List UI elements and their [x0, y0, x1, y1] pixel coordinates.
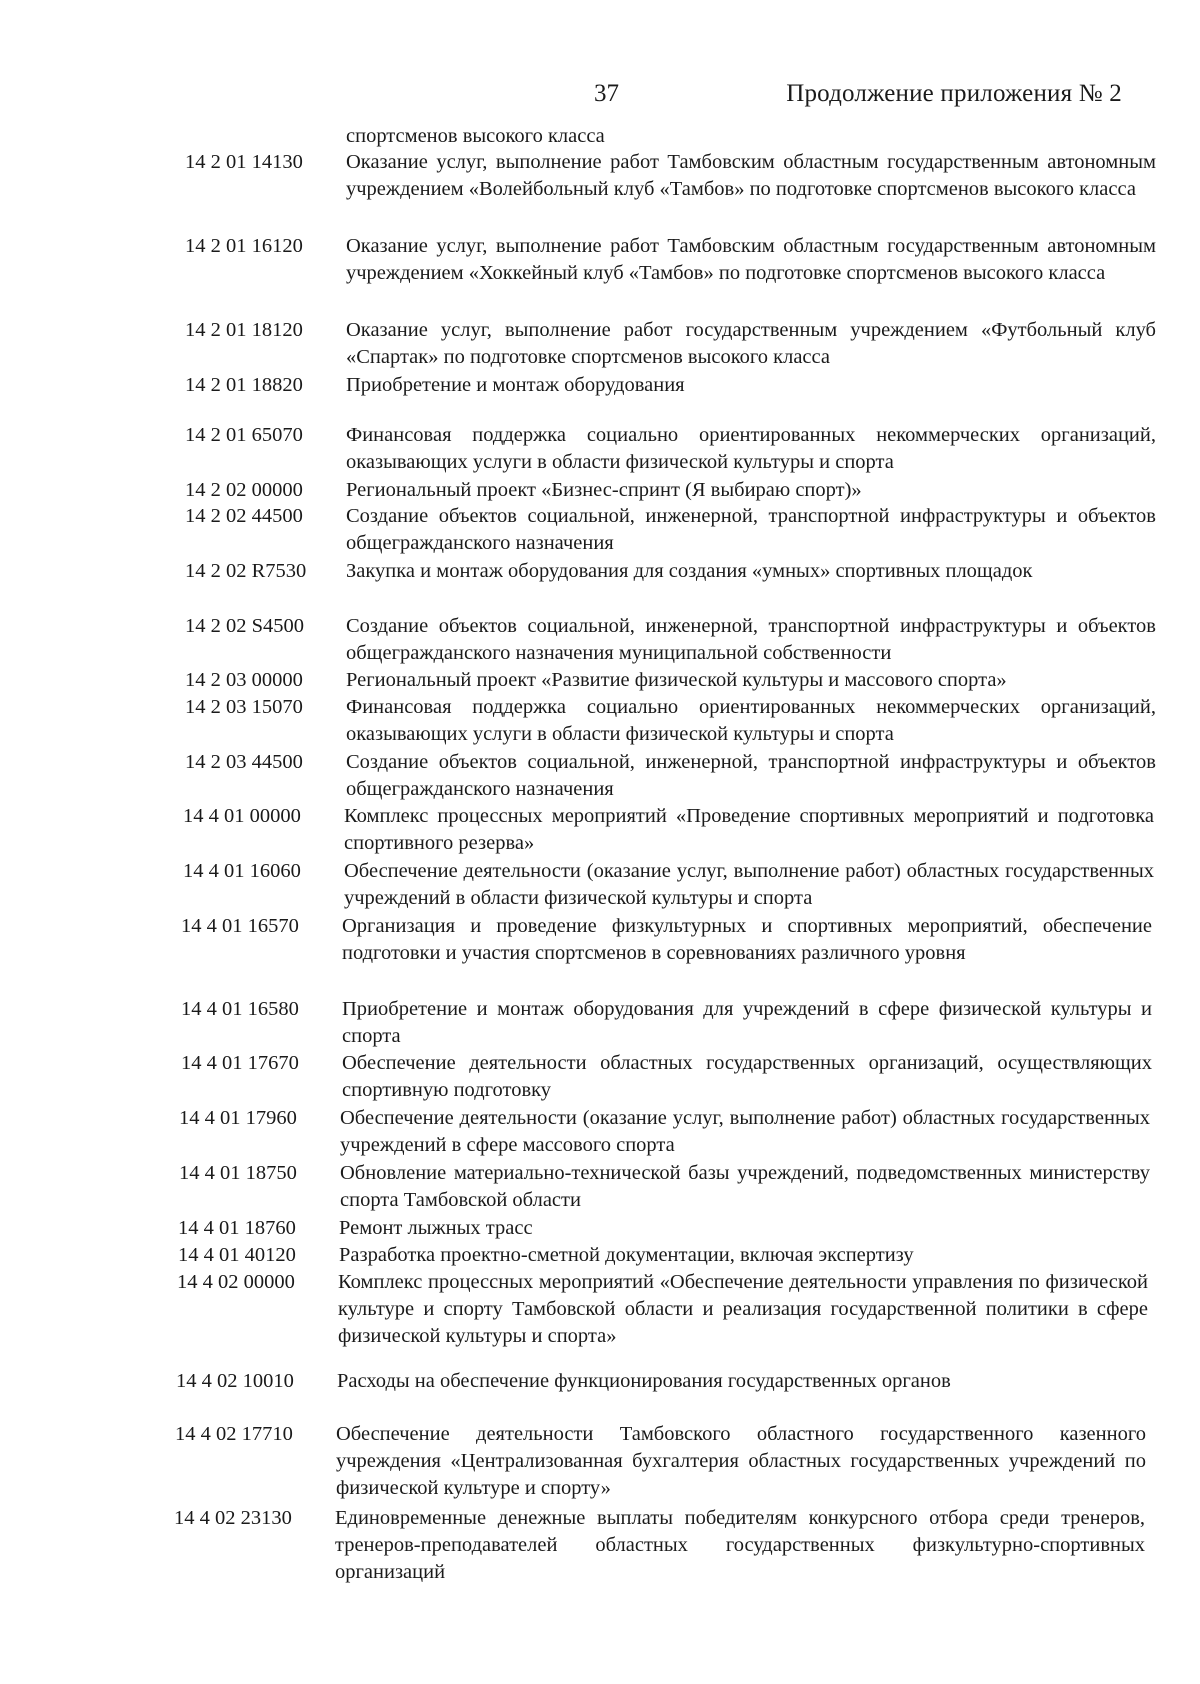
- entry-text: Единовременные денежные выплаты победителям конкурсного отбора среди тренеров, тренеров-преподавателей областных государственных физкультурно-спортивных организаций: [335, 1507, 1145, 1583]
- entry-text: Финансовая поддержка социально ориентированных некоммерческих организаций, оказывающих услуги в области физической культуры и спорта: [346, 424, 1156, 473]
- entry-code: 14 4 01 18750: [179, 1162, 297, 1184]
- entry-code: 14 2 03 00000: [185, 669, 303, 691]
- list-item: [176, 1368, 1147, 1395]
- entry-code: 14 4 02 10010: [176, 1370, 294, 1392]
- entry-text: Создание объектов социальной, инженерной, транспортной инфраструктуры и объектов общегражданского назначения муниципальной собственности: [346, 615, 1156, 664]
- entry-code: 14 4 01 17670: [181, 1052, 299, 1074]
- entry-code: 14 2 03 44500: [185, 751, 303, 773]
- entry-text: Организация и проведение физкультурных и спортивных мероприятий, обеспечение подготовки и участия спортсменов в соревнованиях различного уровня: [342, 915, 1152, 964]
- list-item: [181, 996, 1152, 1050]
- entry-code: 14 2 02 R7530: [185, 560, 307, 582]
- entry-code: 14 2 02 S4500: [185, 615, 305, 637]
- list-item: [185, 667, 1156, 694]
- list-item: [175, 1421, 1146, 1502]
- list-item: [185, 149, 1156, 203]
- entry-text: Оказание услуг, выполнение работ Тамбовским областным государственным автономным учреждением «Хоккейный клуб «Тамбов» по подготовке спортсменов высокого класса: [346, 235, 1156, 284]
- entry-text: Обеспечение деятельности (оказание услуг, выполнение работ) областных государственных учреждений в сфере массового спорта: [340, 1107, 1150, 1156]
- continuation-heading: Продолжение приложения № 2: [786, 80, 1122, 107]
- entry-text: Создание объектов социальной, инженерной, транспортной инфраструктуры и объектов общегражданского назначения: [346, 751, 1156, 800]
- entry-text: Региональный проект «Бизнес-спринт (Я выбираю спорт)»: [346, 479, 862, 501]
- entry-text: Обеспечение деятельности Тамбовского областного государственного казенного учреждения «Централизованная бухгалтерия областных государственных учреждений по физической культуре и спорту»: [336, 1423, 1146, 1499]
- entry-code: 14 2 01 14130: [185, 151, 303, 173]
- list-item: [183, 803, 1154, 857]
- entry-code: 14 4 01 17960: [179, 1107, 297, 1129]
- entry-code: 14 4 01 00000: [183, 805, 301, 827]
- entry-code: 14 4 01 16570: [181, 915, 299, 937]
- list-item: [185, 558, 1156, 585]
- list-item: [185, 694, 1156, 748]
- entry-text: Оказание услуг, выполнение работ государственным учреждением «Футбольный клуб «Спартак» по подготовке спортсменов высокого класса: [346, 319, 1156, 368]
- entry-code: 14 2 03 15070: [185, 696, 303, 718]
- list-item: [185, 422, 1156, 476]
- entry-code: 14 4 02 23130: [174, 1507, 292, 1529]
- entry-text: Обеспечение деятельности областных государственных организаций, осуществляющих спортивную подготовку: [342, 1052, 1152, 1101]
- entry-code: 14 4 01 16060: [183, 860, 301, 882]
- list-item: [183, 858, 1154, 912]
- entry-code: 14 4 01 40120: [178, 1244, 296, 1266]
- entry-text: Финансовая поддержка социально ориентированных некоммерческих организаций, оказывающих услуги в области физической культуры и спорта: [346, 696, 1156, 745]
- entry-code: 14 4 01 16580: [181, 998, 299, 1020]
- entry-text: Региональный проект «Развитие физической культуры и массового спорта»: [346, 669, 1007, 691]
- list-item: [185, 749, 1156, 803]
- carryover-text: спортсменов высокого класса: [346, 125, 605, 147]
- list-item: [178, 1215, 1149, 1242]
- list-item: [177, 1269, 1148, 1350]
- list-item: [179, 1105, 1150, 1159]
- entry-text: Разработка проектно-сметной документации, включая экспертизу: [339, 1244, 914, 1266]
- entry-code: 14 2 02 00000: [185, 479, 303, 501]
- entry-code: 14 4 01 18760: [178, 1217, 296, 1239]
- entry-code: 14 2 02 44500: [185, 505, 303, 527]
- entry-text: Обеспечение деятельности (оказание услуг, выполнение работ) областных государственных учреждений в области физической культуры и спорта: [344, 860, 1154, 909]
- entry-text: Расходы на обеспечение функционирования государственных органов: [337, 1370, 951, 1392]
- entry-text: Комплекс процессных мероприятий «Проведение спортивных мероприятий и подготовка спортивного резерва»: [344, 805, 1154, 854]
- entry-code: 14 2 01 16120: [185, 235, 303, 257]
- list-item: [185, 372, 1156, 399]
- entry-text: Оказание услуг, выполнение работ Тамбовским областным государственным автономным учреждением «Волейбольный клуб «Тамбов» по подготовке спортсменов высокого класса: [346, 151, 1156, 200]
- page-number: 37: [594, 80, 619, 107]
- list-item: [185, 317, 1156, 371]
- list-item: [178, 1242, 1149, 1269]
- entry-text: Закупка и монтаж оборудования для создания «умных» спортивных площадок: [346, 560, 1033, 582]
- entry-text: Ремонт лыжных трасс: [339, 1217, 533, 1239]
- list-item: [181, 1050, 1152, 1104]
- entry-text: Приобретение и монтаж оборудования для учреждений в сфере физической культуры и спорта: [342, 998, 1152, 1047]
- list-item: [185, 503, 1156, 557]
- list-item: [181, 913, 1152, 967]
- entry-code: 14 2 01 65070: [185, 424, 303, 446]
- list-item: [185, 613, 1156, 667]
- entry-code: 14 4 02 17710: [175, 1423, 293, 1445]
- entry-text: Приобретение и монтаж оборудования: [346, 374, 685, 396]
- entry-text: Комплекс процессных мероприятий «Обеспечение деятельности управления по физической культуре и спорту Тамбовской области и реализация государственной политики в сфере физической культуры и спорта»: [338, 1271, 1148, 1347]
- entry-text: Обновление материально-технической базы учреждений, подведомственных министерству спорта Тамбовской области: [340, 1162, 1150, 1211]
- list-item: [185, 233, 1156, 287]
- entry-text: Создание объектов социальной, инженерной, транспортной инфраструктуры и объектов общегражданского назначения: [346, 505, 1156, 554]
- list-item: [174, 1505, 1145, 1586]
- list-item: [185, 477, 1156, 504]
- entry-code: 14 2 01 18120: [185, 319, 303, 341]
- list-item: [179, 1160, 1150, 1214]
- entry-code: 14 4 02 00000: [177, 1271, 295, 1293]
- entry-code: 14 2 01 18820: [185, 374, 303, 396]
